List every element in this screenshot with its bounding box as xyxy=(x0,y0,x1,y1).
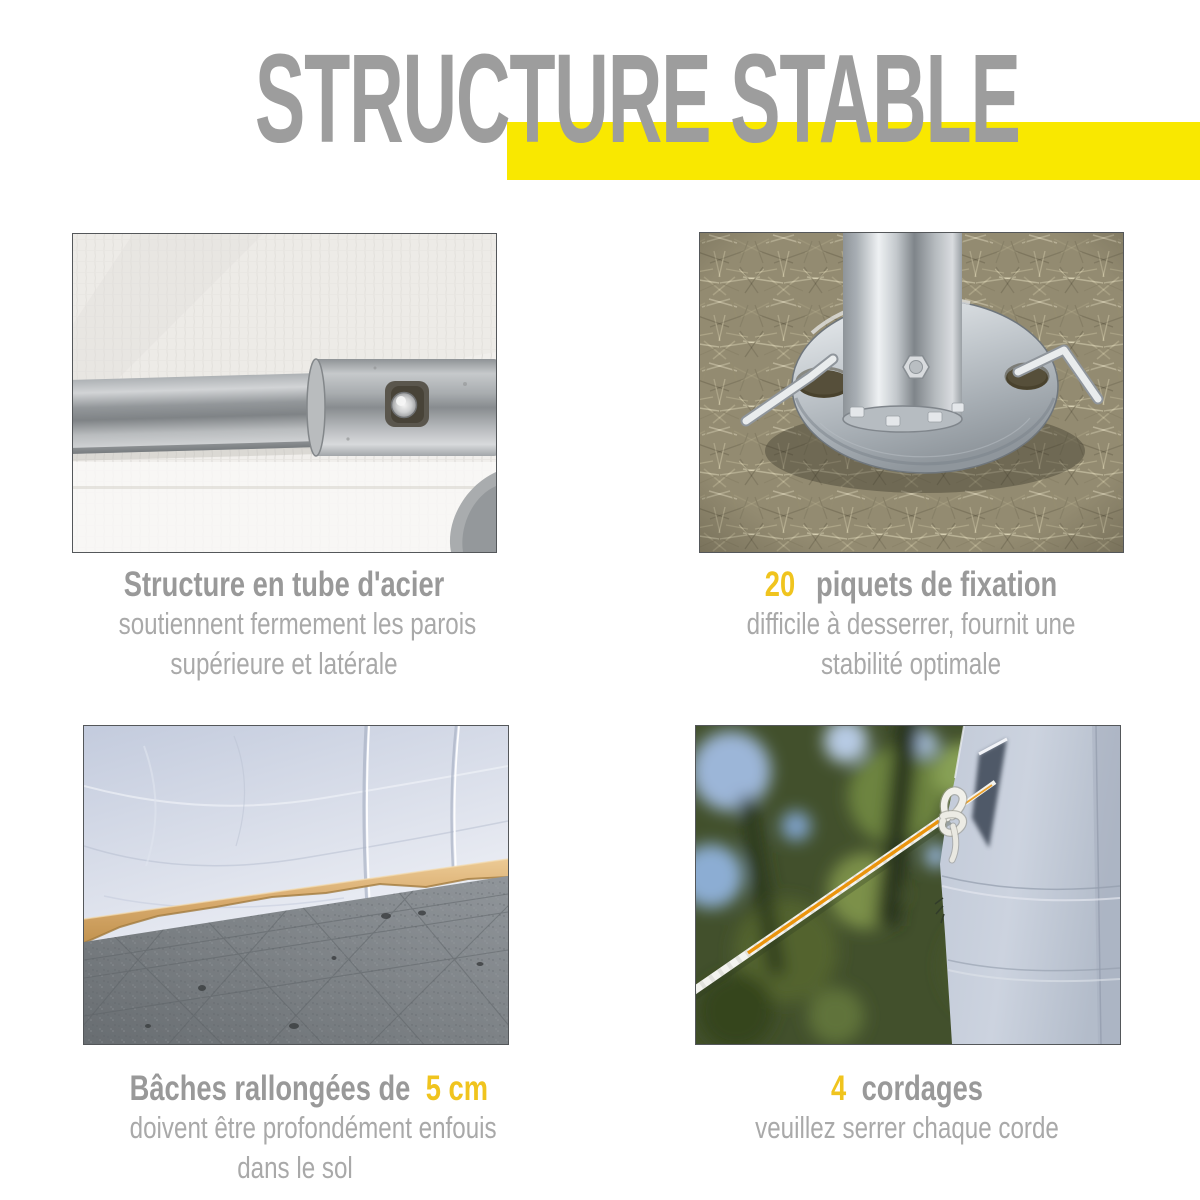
feature-caption-baches xyxy=(129,1069,497,1188)
feature-caption-piquets xyxy=(746,566,1077,684)
feature-heading-number: 20 xyxy=(764,565,796,604)
feature-heading-text: Bâches rallongées de xyxy=(129,1069,411,1108)
feature-heading xyxy=(746,566,1077,604)
feature-subtext-line: supérieure et latérale xyxy=(170,646,398,681)
feature-heading-measure: 5 cm xyxy=(425,1069,488,1108)
feature-subtext-line: veuillez serrer chaque corde xyxy=(755,1110,1059,1145)
page-title xyxy=(0,28,1070,169)
rope-photo-illustration xyxy=(696,726,1120,1044)
feature-subtext-line: soutiennent fermement les parois xyxy=(118,606,477,641)
feature-photo-tarp-skirt xyxy=(83,725,509,1045)
feature-heading-text: Structure en tube d'acier xyxy=(123,565,445,604)
feature-heading-text: cordages xyxy=(861,1069,983,1108)
feature-heading-number: 4 xyxy=(831,1069,847,1108)
feature-subtext-line: doivent être profondément enfouis xyxy=(129,1110,497,1145)
feature-heading xyxy=(129,1069,488,1108)
feature-photo-stakes xyxy=(699,232,1124,553)
feature-caption-steel-tube xyxy=(118,565,477,684)
feature-heading-text: piquets de fixation xyxy=(816,565,1058,604)
feature-heading xyxy=(742,1070,1073,1108)
stakes-photo-illustration xyxy=(700,233,1123,552)
feature-subtext-line: difficile à desserrer, fournit une xyxy=(746,606,1076,641)
page-title-text: STRUCTURE STABLE xyxy=(254,28,1020,169)
tarp-skirt-photo-illustration xyxy=(84,726,508,1044)
steel-tube-photo-illustration xyxy=(73,234,496,552)
feature-subtext-line: stabilité optimale xyxy=(820,646,1002,681)
feature-photo-steel-tube xyxy=(72,233,497,553)
feature-heading xyxy=(119,566,450,604)
feature-subtext-line: dans le sol xyxy=(237,1150,353,1185)
feature-caption-cordages xyxy=(742,1070,1073,1148)
feature-photo-rope xyxy=(695,725,1121,1045)
